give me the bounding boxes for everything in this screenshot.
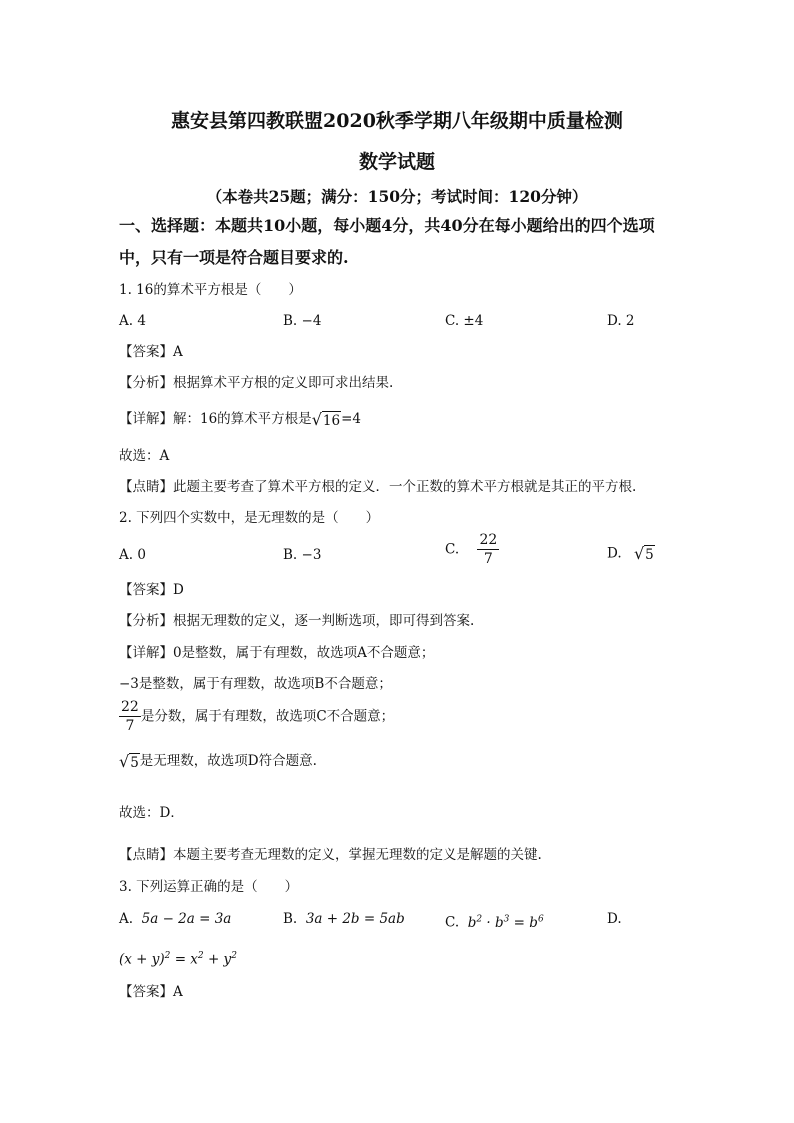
q2-option-c: C. $\frac{22}{7}$ bbox=[445, 532, 498, 567]
q1-detail bbox=[119, 409, 361, 429]
q3-option-b: B. 3a + 2b = 5ab bbox=[283, 911, 405, 927]
q3-answer: 【答案】A bbox=[119, 984, 183, 1000]
q1-option-d: D. 2 bbox=[607, 313, 635, 329]
exam-subject: 数学试题 bbox=[358, 151, 435, 173]
q3-option-d: $(x + y)^2 = x^2 + y^2$ bbox=[119, 951, 237, 968]
q1-detail-suffix: =4 bbox=[341, 411, 361, 427]
exam-info: （本卷共25题；满分：150分；考试时间：120分钟） bbox=[206, 187, 588, 206]
fraction-22-7: $\frac{22}{7}$ bbox=[121, 699, 139, 734]
q1-comment: 【点睛】此题主要考查了算术平方根的定义．一个正数的算术平方根就是其正的平方根. bbox=[119, 479, 637, 495]
q2-stem: 2. 下列四个实数中，是无理数的是（ ） bbox=[119, 510, 380, 526]
q1-analysis: 【分析】根据算术平方根的定义即可求出结果. bbox=[119, 375, 394, 391]
q2-analysis: 【分析】根据无理数的定义，逐一判断选项，即可得到答案. bbox=[119, 613, 475, 629]
q1-answer: 【答案】A bbox=[119, 344, 183, 360]
sqrt-5: √ 5 bbox=[633, 543, 654, 563]
q1-option-b: B. −4 bbox=[283, 313, 322, 329]
q2-detail-2: −3是整数，属于有理数，故选项B不合题意； bbox=[119, 676, 392, 692]
q1-choose: 故选：A bbox=[119, 448, 170, 464]
q2-option-d: D. √ 5 bbox=[607, 543, 654, 563]
q1-option-a: A. 4 bbox=[119, 313, 146, 329]
exam-title: 惠安县第四教联盟2020秋季学期八年级期中质量检测 bbox=[171, 110, 623, 132]
q1-option-c: C. ±4 bbox=[445, 313, 484, 329]
section-heading-line1: 一、选择题：本题共10小题，每小题4分，共40分在每小题给出的四个选项 bbox=[119, 216, 655, 235]
q1-stem: 1. 16的算术平方根是（ ） bbox=[119, 282, 302, 298]
q2-detail-4: √ 5 是无理数，故选项D符合题意. bbox=[119, 751, 317, 771]
q2-detail-1: 【详解】0是整数，属于有理数，故选项A不合题意； bbox=[119, 645, 435, 661]
q1-detail-prefix: 【详解】解：16的算术平方根是 bbox=[119, 411, 312, 427]
q3-option-a: A. 5a − 2a = 3a bbox=[119, 911, 232, 927]
q2-comment: 【点睛】本题主要考查无理数的定义，掌握无理数的定义是解题的关键. bbox=[119, 847, 542, 863]
sqrt-16: √ 16 bbox=[311, 409, 341, 429]
q2-option-b: B. −3 bbox=[283, 547, 322, 563]
sqrt-5: √ 5 bbox=[119, 751, 139, 771]
q3-stem: 3. 下列运算正确的是（ ） bbox=[119, 879, 299, 895]
q2-option-a: A. 0 bbox=[119, 547, 146, 563]
q3-option-c: C. $b^2 \cdot b^3 = b^6$ bbox=[445, 914, 544, 931]
q2-detail-3: $\frac{22}{7}$ 是分数，属于有理数，故选项C不合题意； bbox=[121, 699, 395, 734]
q3-option-d-label: D. bbox=[607, 911, 622, 927]
section-heading-line2: 中，只有一项是符合题目要求的. bbox=[119, 248, 349, 267]
q2-answer: 【答案】D bbox=[119, 582, 184, 598]
q2-choose: 故选：D． bbox=[119, 805, 184, 821]
fraction-22-7: $\frac{22}{7}$ bbox=[479, 532, 498, 567]
